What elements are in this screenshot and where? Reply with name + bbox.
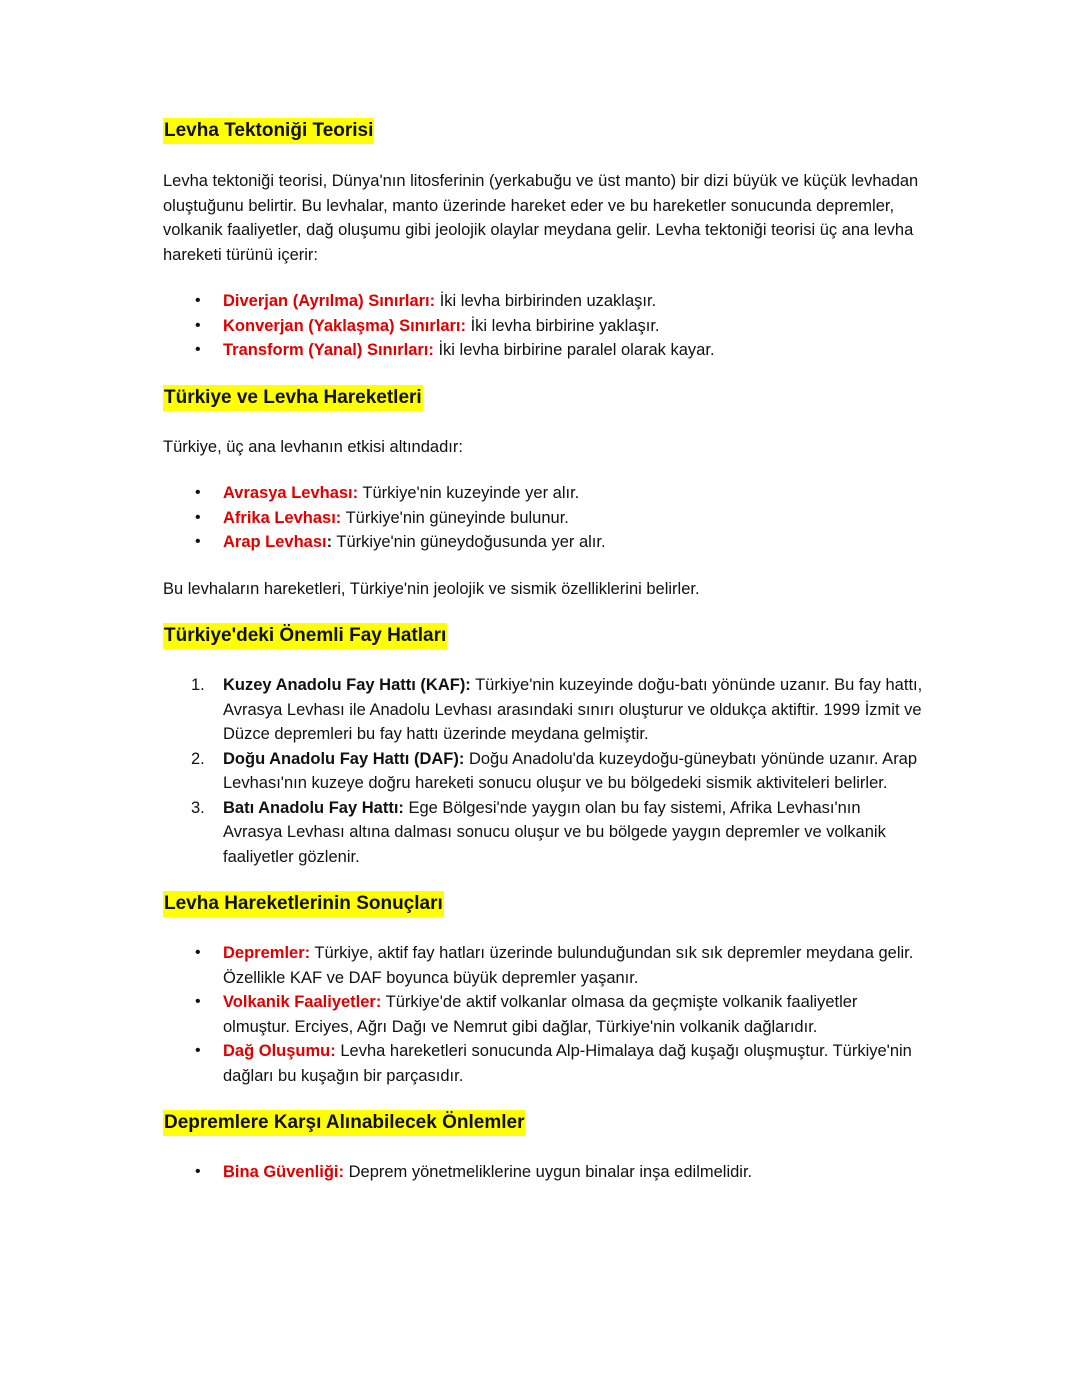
list-sinir-turleri: [163, 289, 923, 363]
list-item-term: Avrasya Levhası:: [223, 484, 359, 502]
heading-turkiye-levha: Türkiye ve Levha Hareketleri: [163, 385, 423, 411]
bullet-icon: •: [195, 316, 201, 334]
list-item: [163, 289, 923, 314]
list-item-term: Afrika Levhası:: [223, 508, 342, 527]
list-item-text: Türkiye'nin kuzeyinde doğu-batı yönünde uzanır. Bu fay hattı, Avrasya Levhası ile Anadolu Levhası arasındaki sınırı oluşturur ve oldukça aktiftir. 1999 İzmit ve Düzce depremleri bu fay hattı üzerinde meydana gelmiştir.: [223, 676, 923, 743]
list-item-term: Doğu Anadolu Fay Hattı (DAF):: [223, 749, 465, 768]
bullet-icon: •: [195, 944, 201, 961]
bullet-icon: •: [195, 508, 201, 526]
list-item-term: Kuzey Anadolu Fay Hattı (KAF):: [223, 676, 471, 694]
list-item: [163, 481, 923, 506]
bullet-icon: •: [195, 292, 201, 309]
list-item-text: Türkiye, aktif fay hatları üzerinde bulunduğundan sık sık depremler meydana gelir. Özellikle KAF ve DAF boyunca büyük depremler yaşanır.: [223, 944, 914, 987]
document-content: [163, 118, 923, 1185]
list-item: [163, 506, 923, 531]
list-item: [163, 990, 923, 1039]
paragraph-turkiye-levha: Türkiye, üç ana levhanın etkisi altındadır:: [163, 437, 463, 456]
list-item-term: Diverjan (Ayrılma) Sınırları:: [223, 292, 436, 310]
list-item-text: Doğu Anadolu'da kuzeydoğu-güneybatı yönünde uzanır. Arap Levhası'nın kuzeye doğru hareketi sonucu oluşur ve bu bölgedeki sismik aktiviteleri belirler.: [223, 749, 918, 792]
list-item-colon: :: [326, 533, 333, 551]
bullet-icon: •: [195, 533, 201, 550]
list-item-number: 3.: [191, 798, 205, 817]
list-item-number: 1.: [191, 676, 205, 694]
bullet-icon: •: [195, 341, 201, 358]
list-item-term: Batı Anadolu Fay Hattı:: [223, 798, 404, 817]
bullet-icon: •: [195, 484, 201, 501]
list-item-text: Türkiye'nin güneydoğusunda yer alır.: [332, 533, 606, 551]
list-item: [163, 338, 923, 363]
heading-levha-sonuclari: Levha Hareketlerinin Sonuçları: [163, 891, 444, 917]
list-item-number: 2.: [191, 749, 205, 768]
list-item-term: Bina Güvenliği:: [223, 1163, 345, 1181]
list-item-text: Ege Bölgesi'nde yaygın olan bu fay sistemi, Afrika Levhası'nın Avrasya Levhası altına dalması sonucu oluşur ve bu bölgede yaygın depremler ve volkanik faaliyetler gözlenir.: [223, 798, 886, 866]
bullet-icon: •: [195, 1163, 201, 1180]
heading-levha-tektonigi: Levha Tektoniği Teorisi: [163, 118, 374, 144]
list-item-text: Türkiye'de aktif volkanlar olmasa da geçmişte volkanik faaliyetler olmuştur. Erciyes, Ağrı Dağı ve Nemrut gibi dağlar, Türkiye'nin volkanik dağlarıdır.: [223, 993, 858, 1036]
list-item: [163, 1039, 923, 1088]
list-item-term: Volkanik Faaliyetler:: [223, 993, 382, 1011]
list-item: [163, 314, 923, 339]
list-levhalar: [163, 481, 923, 555]
list-item: [163, 673, 923, 747]
list-fay-hatlari: [163, 673, 923, 869]
list-item: [163, 530, 923, 555]
bullet-icon: •: [195, 1042, 201, 1059]
list-item-text: Deprem yönetmeliklerine uygun binalar inşa edilmelidir.: [344, 1163, 753, 1181]
list-item-text: İki levha birbirine yaklaşır.: [466, 316, 660, 335]
bullet-icon: •: [195, 993, 201, 1010]
list-item-term: Konverjan (Yaklaşma) Sınırları:: [223, 316, 467, 335]
list-item-term: Arap Levhası: [223, 533, 327, 551]
list-item: [163, 1160, 923, 1185]
heading-fay-hatlari: Türkiye'deki Önemli Fay Hatları: [163, 623, 447, 649]
list-item-text: İki levha birbirine paralel olarak kayar.: [433, 341, 715, 359]
list-item-term: Depremler:: [223, 944, 311, 962]
list-onlemler: [163, 1160, 923, 1185]
list-item-term: Dağ Oluşumu:: [223, 1042, 336, 1060]
list-item: [163, 796, 923, 870]
list-item-text: Türkiye'nin güneyinde bulunur.: [341, 508, 569, 527]
list-sonuclar: [163, 941, 923, 1088]
list-item: [163, 747, 923, 796]
list-item: [163, 941, 923, 990]
paragraph-levha-tektonigi: Levha tektoniği teorisi, Dünya'nın litosferinin (yerkabuğu ve üst manto) bir dizi büyük ve küçük levhadan oluştuğunu belirtir. Bu levhalar, manto üzerinde hareket eder ve bu hareketler sonucunda depremler, volkanik faaliyetler, dağ oluşumu gibi jeolojik olaylar meydana gelir. Levha tektoniği teorisi üç ana levha hareketi türünü içerir:: [163, 172, 919, 264]
list-item-text: Levha hareketleri sonucunda Alp-Himalaya dağ kuşağı oluşmuştur. Türkiye'nin dağları bu kuşağın bir parçasıdır.: [223, 1042, 912, 1085]
heading-deprem-onlemleri: Depremlere Karşı Alınabilecek Önlemler: [163, 1110, 525, 1136]
list-item-text: Türkiye'nin kuzeyinde yer alır.: [358, 484, 580, 502]
paragraph-levha-sonuc: Bu levhaların hareketleri, Türkiye'nin jeolojik ve sismik özelliklerini belirler.: [163, 579, 700, 598]
list-item-text: İki levha birbirinden uzaklaşır.: [435, 292, 657, 310]
list-item-term: Transform (Yanal) Sınırları:: [223, 341, 434, 359]
